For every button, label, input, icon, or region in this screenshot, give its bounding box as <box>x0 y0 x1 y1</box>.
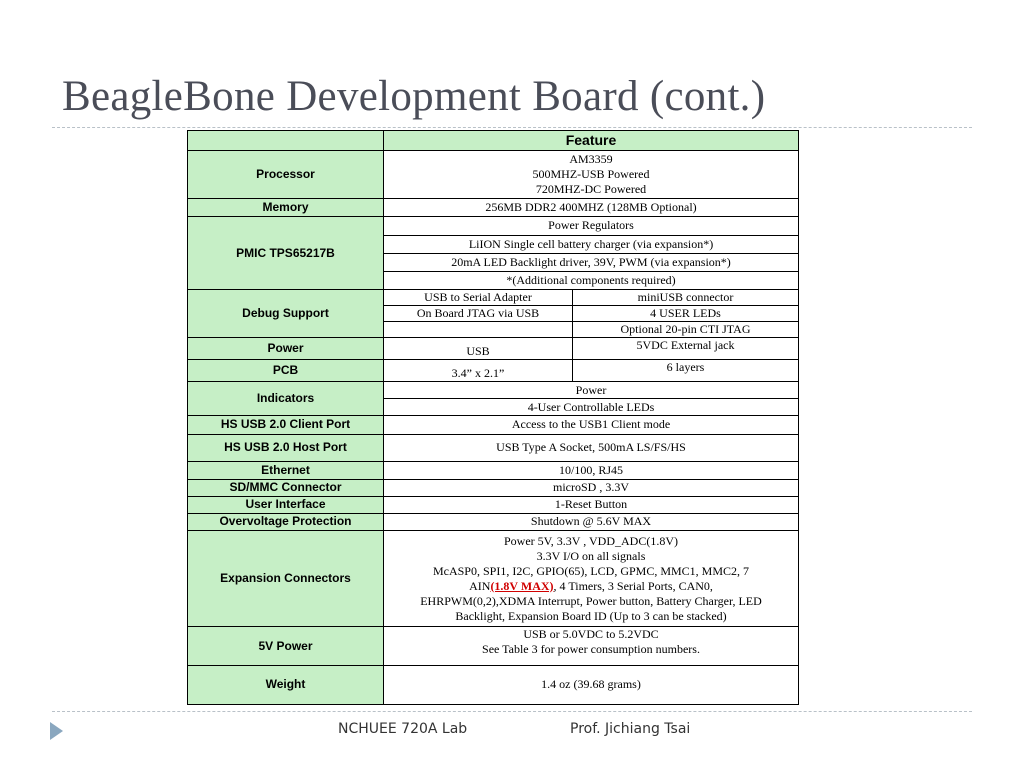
footer-divider <box>52 711 972 712</box>
expansion-ain-text: AIN <box>469 578 491 593</box>
row-label-host-port: HS USB 2.0 Host Port <box>188 434 384 461</box>
5v-power-value <box>384 627 799 665</box>
expansion-line: McASP0, SPI1, I2C, GPIO(65), LCD, GPMC, MMC1, MMC2, 7 <box>432 563 750 578</box>
expansion-line: EHRPWM(0,2),XDMA Interrupt, Power button, Battery Charger, LED <box>420 593 762 608</box>
expansion-timers-text: , 4 Timers, 3 Serial Ports, CAN0, <box>553 578 713 593</box>
expansion-value <box>384 530 799 627</box>
client-port-value: Access to the USB1 Client mode <box>384 416 799 434</box>
table-row <box>188 289 799 305</box>
pmic-value: 20mA LED Backlight driver, 39V, PWM (via expansion*) <box>384 253 799 271</box>
row-label-pcb: PCB <box>188 360 384 382</box>
processor-line: 720MHZ-DC Powered <box>535 182 647 197</box>
row-label-pmic: PMIC TPS65217B <box>188 217 384 289</box>
header-feature: Feature <box>384 131 799 151</box>
row-label-sdmmc: SD/MMC Connector <box>188 479 384 496</box>
ethernet-value: 10/100, RJ45 <box>384 461 799 479</box>
table-row <box>188 338 799 360</box>
table-row <box>188 530 799 627</box>
debug-left-empty <box>384 321 573 337</box>
expansion-line: Backlight, Expansion Board ID (Up to 3 can be stacked) <box>455 608 727 623</box>
processor-line: 500MHZ-USB Powered <box>532 167 650 182</box>
footer-professor: Prof. Jichiang Tsai <box>570 721 691 737</box>
row-label-debug: Debug Support <box>188 289 384 337</box>
expansion-line: 3.3V I/O on all signals <box>536 548 646 563</box>
power-left-value: USB <box>384 338 573 360</box>
table-header-row <box>188 131 799 151</box>
pmic-value: Power Regulators <box>384 217 799 235</box>
5v-power-line: USB or 5.0VDC to 5.2VDC <box>523 627 659 642</box>
user-interface-value: 1-Reset Button <box>384 496 799 513</box>
power-right-value: 5VDC External jack <box>573 338 799 360</box>
row-label-user-interface: User Interface <box>188 496 384 513</box>
table-row <box>188 627 799 665</box>
indicators-value: 4-User Controllable LEDs <box>384 399 799 416</box>
overvoltage-value: Shutdown @ 5.6V MAX <box>384 513 799 530</box>
expansion-line: Power 5V, 3.3V , VDD_ADC(1.8V) <box>504 533 679 548</box>
table-row <box>188 513 799 530</box>
row-label-indicators: Indicators <box>188 382 384 416</box>
footer-lab: NCHUEE 720A Lab <box>338 721 468 737</box>
header-blank-cell <box>188 131 384 151</box>
table-row <box>188 461 799 479</box>
debug-right-value: 4 USER LEDs <box>573 305 799 321</box>
weight-value: 1.4 oz (39.68 grams) <box>384 665 799 704</box>
table-row <box>188 434 799 461</box>
debug-left-value: USB to Serial Adapter <box>384 289 573 305</box>
table-row <box>188 151 799 199</box>
indicators-value: Power <box>384 382 799 399</box>
triangle-bullet-icon <box>50 722 63 740</box>
table-row <box>188 665 799 704</box>
processor-line: AM3359 <box>569 152 613 167</box>
table-row <box>188 479 799 496</box>
table-row <box>188 217 799 235</box>
expansion-ain-max-highlight: (1.8V MAX) <box>490 578 554 593</box>
pmic-value: LiION Single cell battery charger (via expansion*) <box>384 235 799 253</box>
table-row <box>188 496 799 513</box>
processor-value <box>384 151 799 199</box>
debug-left-value: On Board JTAG via USB <box>384 305 573 321</box>
row-label-processor: Processor <box>188 151 384 199</box>
row-label-overvoltage: Overvoltage Protection <box>188 513 384 530</box>
memory-value: 256MB DDR2 400MHZ (128MB Optional) <box>384 199 799 217</box>
row-label-expansion: Expansion Connectors <box>188 530 384 627</box>
row-label-power: Power <box>188 338 384 360</box>
sdmmc-value: microSD , 3.3V <box>384 479 799 496</box>
row-label-client-port: HS USB 2.0 Client Port <box>188 416 384 434</box>
table-row <box>188 382 799 399</box>
row-label-memory: Memory <box>188 199 384 217</box>
debug-right-value: Optional 20-pin CTI JTAG <box>573 321 799 337</box>
row-label-weight: Weight <box>188 665 384 704</box>
pcb-right-value: 6 layers <box>573 360 799 382</box>
row-label-ethernet: Ethernet <box>188 461 384 479</box>
table-row <box>188 360 799 382</box>
title-divider <box>52 127 972 128</box>
table-row <box>188 416 799 434</box>
debug-right-value: miniUSB connector <box>573 289 799 305</box>
slide-title: BeagleBone Development Board (cont.) <box>62 73 766 120</box>
row-label-5v-power: 5V Power <box>188 627 384 665</box>
table-row <box>188 199 799 217</box>
spec-table <box>187 130 799 705</box>
expansion-line <box>387 579 795 594</box>
pcb-left-value: 3.4” x 2.1” <box>384 360 573 382</box>
5v-power-line: See Table 3 for power consumption numbers. <box>482 642 700 657</box>
pmic-value: *(Additional components required) <box>384 271 799 289</box>
host-port-value: USB Type A Socket, 500mA LS/FS/HS <box>384 434 799 461</box>
